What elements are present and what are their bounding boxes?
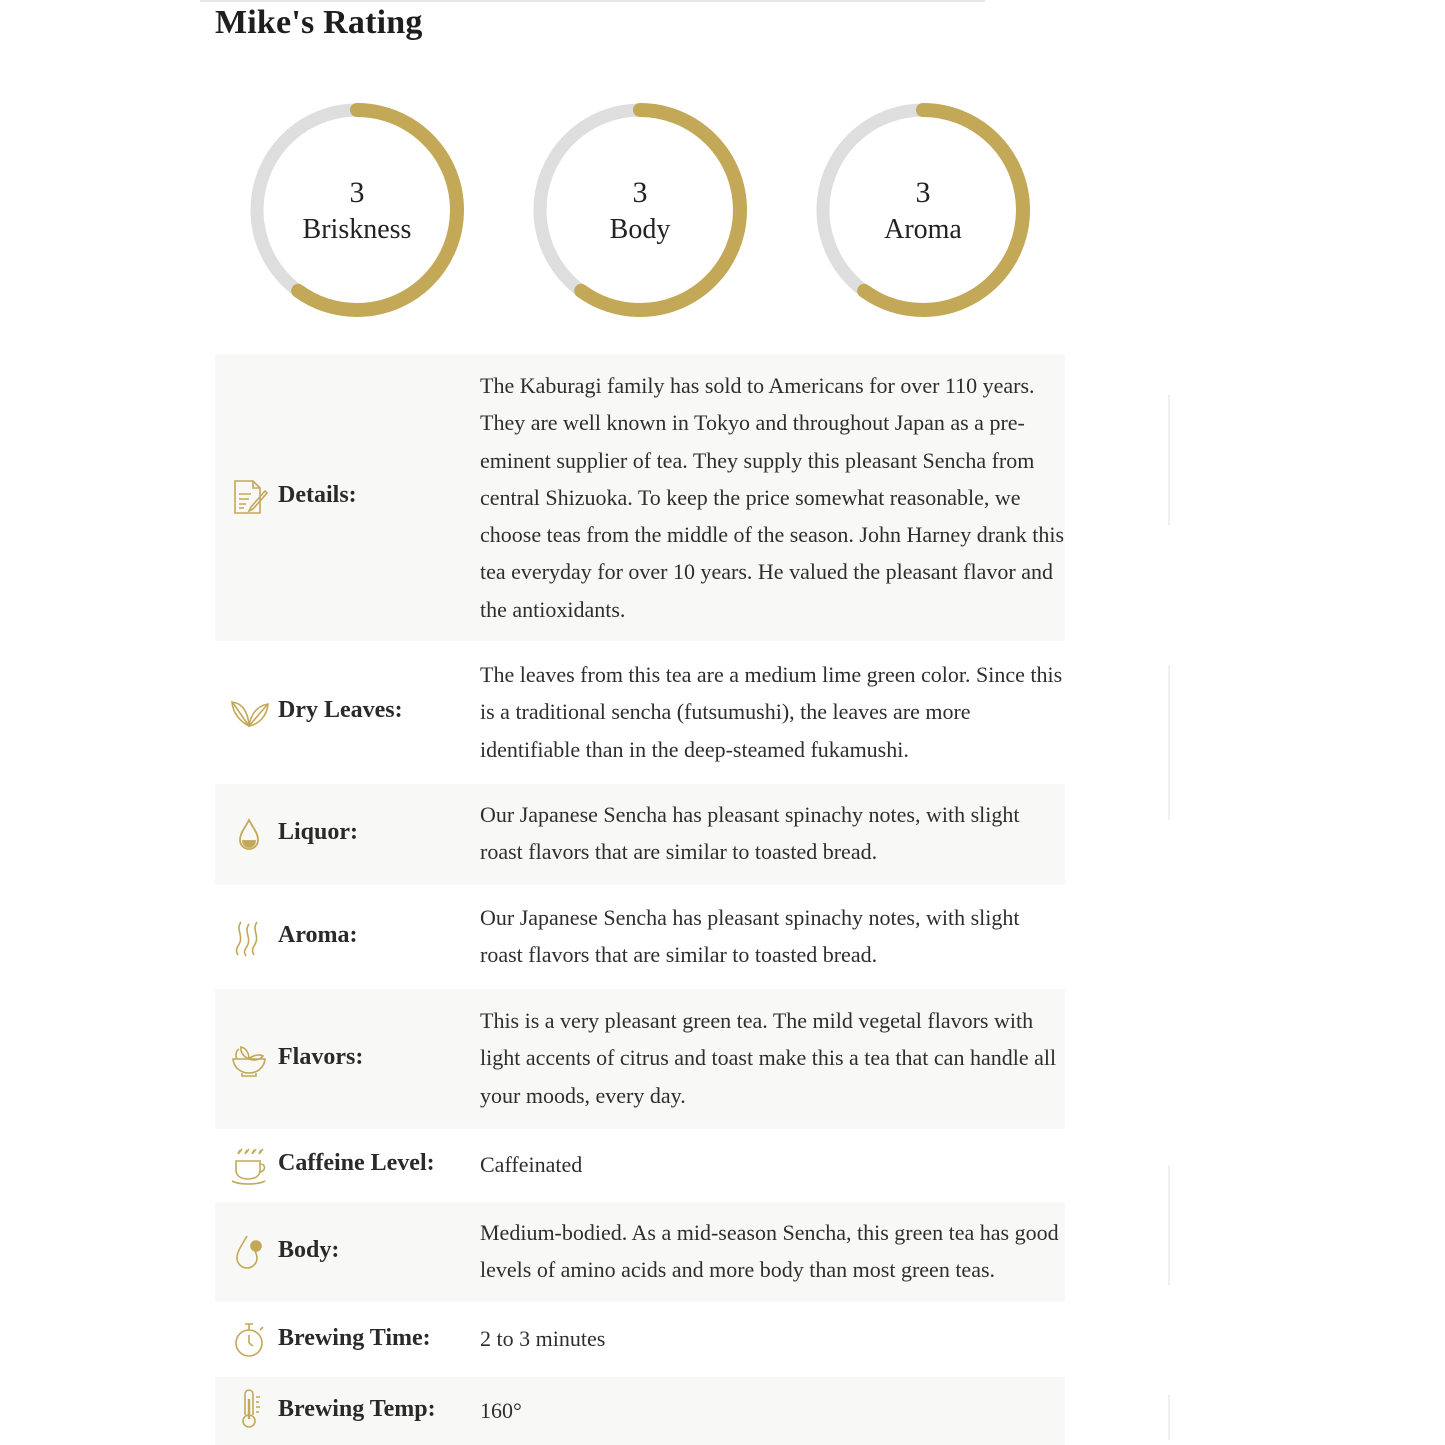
rating-label: Body (609, 214, 671, 245)
stopwatch-icon (229, 1320, 269, 1360)
detail-row-flavors (215, 989, 1065, 1129)
leaves-icon (229, 692, 269, 732)
edge-divider (1168, 395, 1170, 525)
page-title: Mike's Rating (215, 4, 423, 41)
detail-row-brewing-temp (215, 1377, 1065, 1445)
detail-row-dry-leaves (215, 641, 1065, 784)
rating-value: 3 (632, 176, 648, 209)
aroma-wisps-icon (229, 918, 269, 958)
rating-value: 3 (915, 176, 931, 209)
document-icon (229, 477, 269, 517)
rating-ring-graphic (813, 100, 1033, 320)
droplet-icon (229, 815, 269, 855)
rating-label: Briskness (302, 214, 412, 245)
row-text: Medium-bodied. As a mid-season Sencha, this green tea has good levels of amino acids and more body than most green teas. (480, 1220, 1059, 1283)
rating-label: Aroma (884, 214, 962, 245)
rating-value: 3 (349, 176, 365, 209)
rating-ring-graphic (247, 100, 467, 320)
row-text: 160° (480, 1398, 522, 1423)
detail-row-aroma (215, 885, 1065, 989)
teacup-icon (229, 1146, 269, 1186)
detail-row-brewing-time (215, 1302, 1065, 1377)
row-text: 2 to 3 minutes (480, 1326, 606, 1351)
thermometer-icon (229, 1389, 269, 1429)
row-text: This is a very pleasant green tea. The mild vegetal flavors with light accents of citrus and toast make this a tea that can handle all your moods, every day. (480, 1008, 1057, 1108)
row-text: Caffeinated (480, 1152, 583, 1177)
body-drop-icon (229, 1232, 269, 1272)
rating-ring-graphic (530, 100, 750, 320)
row-label: Brewing Temp: (278, 1396, 436, 1422)
row-label: Dry Leaves: (278, 697, 403, 723)
row-label: Brewing Time: (278, 1325, 431, 1351)
top-divider (200, 0, 985, 2)
row-text: Our Japanese Sencha has pleasant spinachy notes, with slight roast flavors that are similar to toasted bread. (480, 802, 1020, 865)
edge-divider (1168, 1395, 1170, 1440)
row-label: Liquor: (278, 819, 359, 845)
detail-row-details (215, 354, 1065, 641)
rating-ring-body (530, 100, 750, 320)
row-label: Aroma: (278, 922, 358, 948)
edge-divider (1168, 665, 1170, 820)
row-label: Flavors: (278, 1044, 364, 1070)
row-text: Our Japanese Sencha has pleasant spinachy notes, with slight roast flavors that are similar to toasted bread. (480, 905, 1020, 968)
row-text: The leaves from this tea are a medium lime green color. Since this is a traditional sencha (futsumushi), the leaves are more identifiable than in the deep-steamed fukamushi. (480, 662, 1063, 762)
row-label: Body: (278, 1237, 340, 1263)
detail-row-caffeine-level (215, 1129, 1065, 1202)
edge-divider (1168, 1165, 1170, 1285)
detail-row-body (215, 1202, 1065, 1302)
detail-row-liquor (215, 784, 1065, 885)
row-label: Details: (278, 482, 357, 508)
bowl-icon (229, 1039, 269, 1079)
row-text: The Kaburagi family has sold to Americans for over 110 years. They are well known in Tokyo and throughout Japan as a pre-eminent supplier of tea. They supply this pleasant Sencha from central Shizuoka. To keep the price somewhat reasonable, we choose teas from the middle of the season. John Harney drank this tea everyday for over 10 years. He valued the pleasant flavor and the antioxidants. (480, 373, 1065, 622)
row-label: Caffeine Level: (278, 1150, 435, 1176)
rating-ring-briskness (247, 100, 467, 320)
rating-ring-aroma (813, 100, 1033, 320)
